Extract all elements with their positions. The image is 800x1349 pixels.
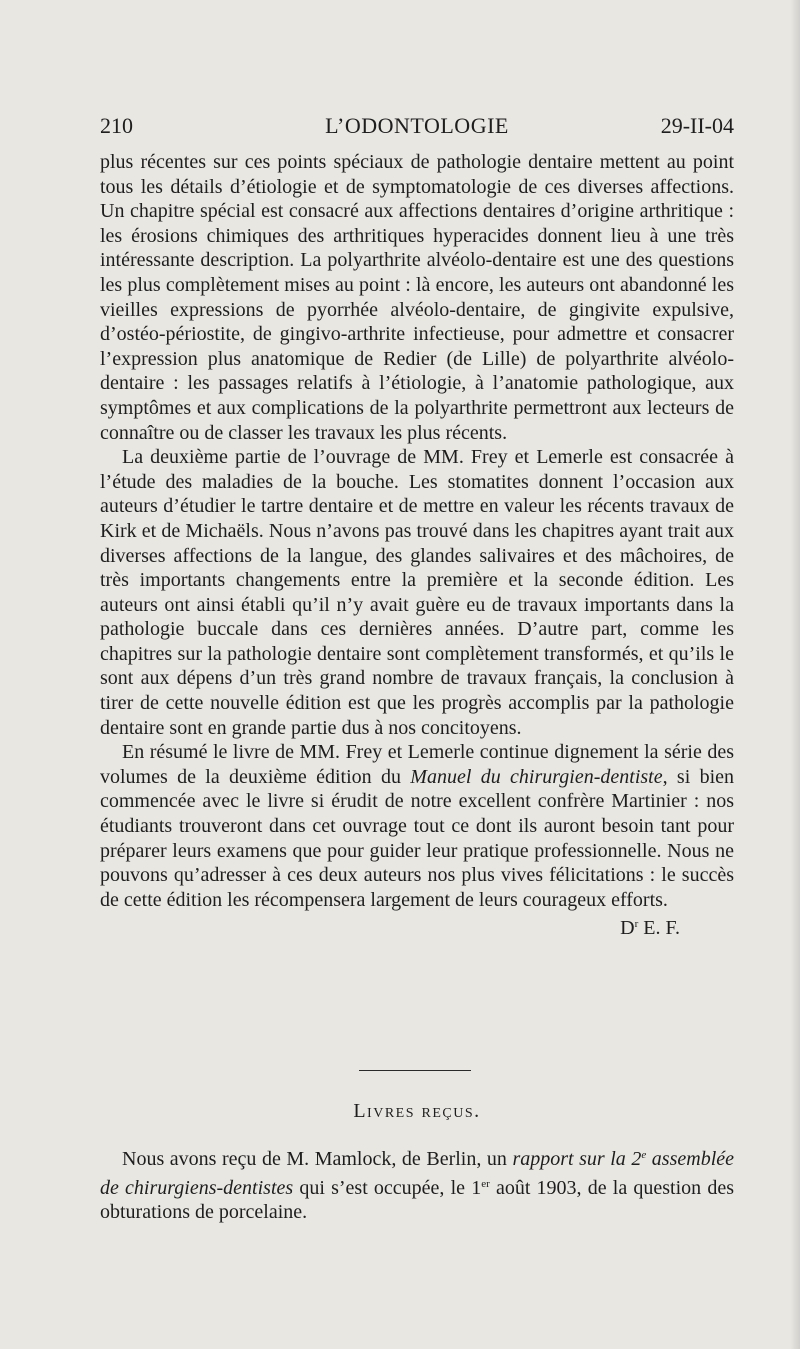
- review-paragraph-1: plus récentes sur ces points spéciaux de pathologie dentaire mettent au point tous les détails d’étiologie et de symptomatologie de ces diverses affections. Un chapitre spécial est consacré aux affections dentaires d’origine arthritique : les érosions chimiques des arthritiques hyperacides donnent lieu à une très intéressante description. La polyarthrite alvéolo-dentaire est une des questions les plus complètement mises au point : là encore, les auteurs ont abandonné les vieilles expressions de pyorrhée alvéolo-dentaire, de gingivite expulsive, d’ostéo-périostite, de gingivo-arthrite infectieuse, pour admettre et consacrer l’expression plus anatomique de Redier (de Lille) de polyarthrite alvéolo-dentaire : les passages relatifs à l’étiologie, à l’anatomie pathologique, aux symptômes et aux complications de la polyarthrite permettront aux lecteurs de connaître ou de classer les travaux les plus récents.: [100, 151, 734, 444]
- review-paragraph-2: La deuxième partie de l’ouvrage de MM. Frey et Lemerle est consacrée à l’étude des maladies de la bouche. Les stomatites donnent l’occasion aux auteurs d’étudier le tartre dentaire et de mettre en valeur les récents travaux de Kirk et de Michaëls. Nous n’avons pas trouvé dans les chapitres ayant trait aux diverses affections de la langue, des glandes salivaires et des mâchoires, de très importants changements entre la première et la seconde édition. Les auteurs ont ainsi établi qu’il n’y avait guère eu de travaux importants dans la pathologie buccale dans ces dernières années. D’autre part, comme les chapitres sur la pathologie dentaire sont complètement transformés, et qu’ils le sont aux dépens d’un très grand nombre de travaux français, la conclusion à tirer de cette nouvelle édition est que les progrès accomplis par la pathologie dentaire sont en grande partie dus à nos concitoyens.: [100, 446, 734, 739]
- section-title: Livres reçus.: [353, 1100, 481, 1122]
- paragraph-3-end: , si bien commencée avec le livre si érudit de notre excellent confrère Martinier : nos étudiants trouveront dans cet ouvrage tout ce dont ils auront besoin tant pour préparer leurs examens que pour guider leur pratique professionnelle. Nous ne pouvons qu’adresser à ces deux auteurs nos plus vives félicitations : le succès de cette édition les récompensera largement de leurs courageux efforts.: [100, 765, 735, 911]
- journal-title: L’ODONTOLOGIE: [325, 113, 509, 138]
- issue-date: 29-II-04: [660, 113, 734, 138]
- paragraph-3-start: En résumé le livre de MM. Frey et Lemerle continue dignement la série des volumes de la deuxième édition du: [100, 741, 734, 788]
- book-title: Manuel du chirurgien-dentiste: [410, 765, 663, 788]
- review-paragraph-3: [100, 740, 734, 912]
- section-divider: [359, 1070, 471, 1071]
- page-number: 210: [100, 113, 133, 138]
- signature: $D^r$ E. F.: [620, 917, 680, 940]
- page-edge-shadow: [790, 0, 800, 1349]
- books-received-text: [100, 1143, 734, 1225]
- books-received-paragraph: Nous avons reçu de M. Mamlock, de Berlin, un rapport sur la 2e assemblée de chirurgiens-dentistes qui s’est occupée, le 1er août 1903, de la question des obturations de porcelaine.: [100, 1148, 734, 1224]
- report-title: rapport sur la 2e assemblée de chirurgiens-dentistes: [100, 1148, 734, 1199]
- review-text: [100, 150, 734, 941]
- running-header: [100, 113, 734, 143]
